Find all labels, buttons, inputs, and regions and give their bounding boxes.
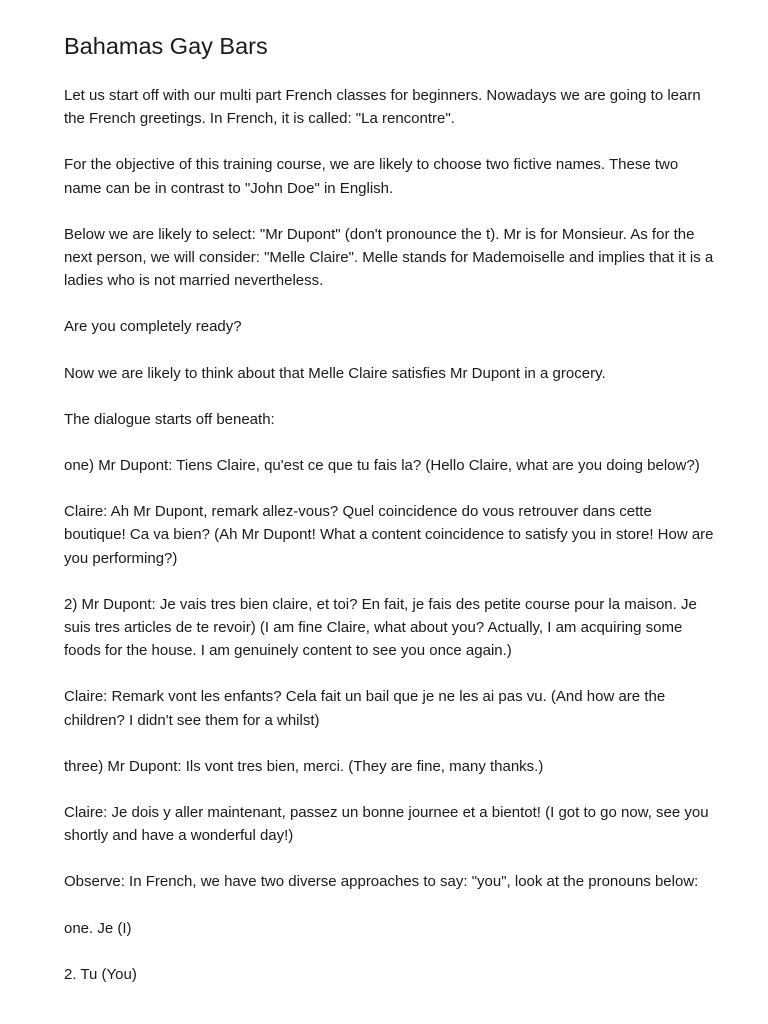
paragraph-ready: Are you completely ready? [64,318,242,336]
pronoun-item-1: one. Je (I) [64,919,132,937]
document-body [64,84,714,1009]
paragraph-intro: Let us start off with our multi part French classes for beginners. Nowadays we are going to learn the French greetings. In French, it is called: "La rencontre". [64,87,701,128]
dialogue-line-4: Claire: Remark vont les enfants? Cela fait un bail que je ne les ai pas vu. (And how are the children? I didn't see them for a whilst) [64,688,666,729]
dialogue-line-2: Claire: Ah Mr Dupont, remark allez-vous? Quel coincidence do vous retrouver dans cette boutique! Ca va bien? (Ah Mr Dupont! What a content coincidence to satisfy you in store! How are you performing?) [64,503,714,567]
paragraph-objective: For the objective of this training course, we are likely to choose two fictive names. These two name can be in contrast to "John Doe" in English. [64,156,679,197]
paragraph-observe: Observe: In French, we have two diverse approaches to say: "you", look at the pronouns below: [64,873,699,891]
dialogue-line-6: Claire: Je dois y aller maintenant, passez un bonne journee et a bientot! (I got to go now, see you shortly and have a wonderful day!) [64,804,709,845]
page-title: Bahamas Gay Bars [64,33,268,59]
dialogue-line-3: 2) Mr Dupont: Je vais tres bien claire, et toi? En fait, je fais des petite course pour la maison. Je suis tres articles de te revoir) (I am fine Claire, what about you? Actually, I am acquiring some foods for the house. I am genuinely content to see you once again.) [64,595,697,660]
dialogue-line-1: one) Mr Dupont: Tiens Claire, qu'est ce que tu fais la? (Hello Claire, what are you doing below?) [64,457,700,475]
paragraph-scene: Now we are likely to think about that Melle Claire satisfies Mr Dupont in a grocery. [64,364,606,382]
paragraph-dialogue-start: The dialogue starts off beneath: [64,410,275,428]
pronoun-item-2: 2. Tu (You) [64,965,137,983]
paragraph-names: Below we are likely to select: "Mr Dupont" (don't pronounce the t). Mr is for Monsieur. As for the next person, we will consider: "Melle Claire". Melle stands for Mademoiselle and implies that it is a ladies who is not married nevertheless. [64,225,714,290]
dialogue-line-5: three) Mr Dupont: Ils vont tres bien, merci. (They are fine, many thanks.) [64,757,544,775]
